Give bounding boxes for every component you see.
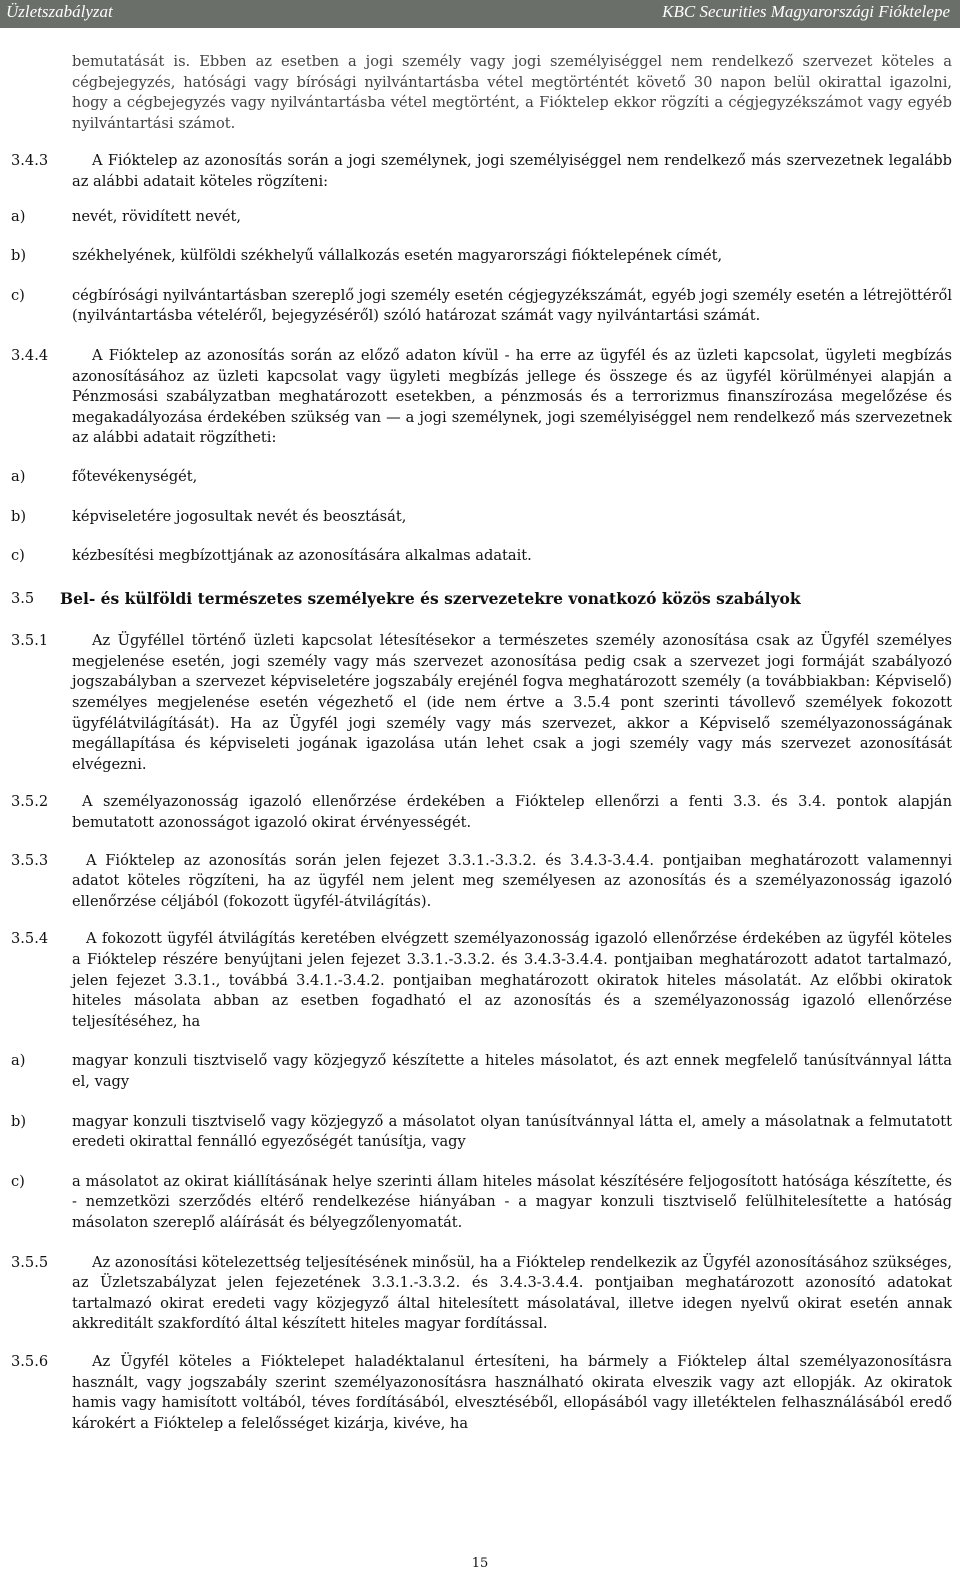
list-label: b): [11, 1112, 27, 1130]
list-text: magyar konzuli tisztviselő vagy közjegyző a másolatot olyan tanúsítvánnyal látta el, amely a másolatnak a felmutatott eredeti okirattal fennálló egyezőségét tanúsítja, vagy: [72, 1112, 952, 1151]
section-number: 3.5.5: [11, 1253, 49, 1271]
list-item: [11, 1051, 952, 1092]
header-title-right: KBC Securities Magyarországi Fióktelepe: [662, 2, 950, 21]
list-text: képviseletére jogosultak nevét és beosztását,: [72, 507, 407, 525]
section-number: 3.5: [11, 589, 35, 607]
page-header: [0, 0, 960, 28]
list-item: [11, 246, 952, 267]
list-label: b): [11, 247, 27, 265]
section-number: 3.4.3: [11, 152, 49, 170]
list-text: főtevékenységét,: [72, 467, 198, 485]
list-label: c): [11, 286, 25, 304]
document-body: [11, 52, 952, 1434]
section-text: A Fióktelep az azonosítás során jelen fejezet 3.3.1.-3.3.2. és 3.4.3-3.4.4. pontjaiban meghatározott valamennyi adatot köteles rögzíteni, ha az ügyfél nem jelent meg személyesen az azonosítás és a személyazonosság igazoló ellenőrzése céljából (fokozott ügyfél-átvilágítás).: [72, 851, 952, 910]
list-item: [11, 467, 952, 488]
section-number: 3.5.4: [11, 930, 49, 948]
section-number: 3.5.2: [11, 793, 49, 811]
list-label: b): [11, 507, 27, 525]
section-text: Az azonosítási kötelezettség teljesítésének minősül, ha a Fióktelep rendelkezik az Ügyfél azonosításához szükséges, az Üzletszabályzat jelen fejezetének 3.3.1.-3.3.2. és 3.4.3-3.4.4. pontjaiban meghatározott azonosító adatokat tartalmazó okirat eredeti vagy közjegyző által hitelesített másolatával, illetve idegen nyelvű okirat esetén annak akkreditált szakfordító által készített hiteles magyar fordítással.: [72, 1253, 952, 1333]
list-item: [11, 207, 952, 228]
section-text: Az Ügyféllel történő üzleti kapcsolat létesítésekor a természetes személy azonosítása csak az Ügyfél személyes megjelenése esetén, jogi személy vagy más szervezet azonosítása pedig csak a szervezet jogi formáját szabályozó jogszabályban a szervezet képviseletére jogszabály erejénél fogva meghatározott személy (a továbbiakban: Képviselő) személyes megjelenése esetén végezhető el (ide nem értve a 3.5.4 pont szerinti távollevő személyek fokozott ügyfélátvilágítását). Ha az Ügyfél jogi személy vagy más szervezet, akkor a Képviselő személyazonosságának megállapítása és képviseleti jogának igazolása után lehet csak a jogi személy vagy más szervezet azonosítását elvégezni.: [72, 632, 952, 773]
section-3-4-4: [11, 346, 952, 449]
list-text: székhelyének, külföldi székhelyű vállalkozás esetén magyarországi fióktelepének címét,: [72, 247, 723, 265]
section-3-4-3: [11, 151, 952, 192]
section-title: Bel- és külföldi természetes személyekre és szervezetekre vonatkozó közös szabályok: [60, 588, 801, 608]
list-text: magyar konzuli tisztviselő vagy közjegyző készítette a hiteles másolatot, és azt ennek megfelelő tanúsítvánnyal látta el, vagy: [72, 1052, 952, 1090]
list-item: [11, 1112, 952, 1153]
list-text: cégbírósági nyilvántartásban szereplő jogi személy esetén cégjegyzékszámát, egyéb jogi személy esetén a létrejöttéről (nyilvántartásba vételéről, bejegyzéséről) szóló határozat számát vagy nyilvántartási számát.: [72, 286, 952, 325]
section-number: 3.4.4: [11, 346, 49, 364]
page-number: 15: [471, 1556, 489, 1571]
list-text: a másolatot az okirat kiállításának helye szerinti állam hiteles másolat készítésére feljogosított hatósága készítette, és - nemzetközi szerződés eltérő rendelkezése hiányában - a magyar konzuli tisztviselő felülhitelesítette a hatóság másolaton szereplő aláírását és bélyegzőlenyomatát.: [72, 1172, 952, 1231]
section-text: A Fióktelep az azonosítás során a jogi személynek, jogi személyiséggel nem rendelkező más szervezetnek legalább az alábbi adatait köteles rögzíteni:: [72, 152, 952, 190]
section-3-5-6: [11, 1352, 952, 1434]
list-item: [11, 286, 952, 327]
list-text: nevét, rövidített nevét,: [72, 207, 242, 225]
list-label: a): [11, 467, 26, 485]
list-item: [11, 1172, 952, 1234]
section-number: 3.5.6: [11, 1352, 49, 1370]
list-label: c): [11, 547, 25, 565]
list-label: a): [11, 1052, 26, 1070]
section-text: A fokozott ügyfél átvilágítás keretében elvégzett személyazonosság igazoló ellenőrzése érdekében az ügyfél köteles a Fióktelep részére benyújtani jelen fejezet 3.3.1.-3.3.2. és 3.4.3-3.4.4. pontjaiban meghatározott adatot tartalmazó, jelen fejezet 3.3.1., továbbá 3.4.1.-3.4.2. pontjaiban meghatározott okiratok hiteles másolatát. Az előbbi okiratok hiteles másolata abban az esetben fogadható el az azonosítás és a személyazonosság igazoló ellenőrzése teljesítéséhez, ha: [72, 930, 952, 1030]
section-text: A személyazonosság igazoló ellenőrzése érdekében a Fióktelep ellenőrzi a fenti 3.3. és 3.4. pontok alapján bemutatott azonosságot igazoló okirat érvényességét.: [72, 793, 952, 832]
section-3-5-heading: [11, 588, 952, 610]
list-label: c): [11, 1172, 25, 1190]
section-number: 3.5.1: [11, 632, 49, 650]
section-number: 3.5.3: [11, 851, 49, 869]
list-text: kézbesítési megbízottjának az azonosítására alkalmas adatait.: [72, 547, 532, 565]
section-3-5-4: [11, 929, 952, 1032]
intro-paragraph: bemutatását is. Ebben az esetben a jogi személy vagy jogi személyiséggel nem rendelkező szervezet köteles a cégbejegyzés, hatósági vagy bírósági nyilvántartásba vétel megtörténtét követő 30 napon belül okirattal igazolni, hogy a cégbejegyzés vagy nyilvántartásba vétel megtörtént, a Fióktelep ekkor rögzíti a cégjegyzékszámot vagy egyéb nyilvántartási számot.: [72, 53, 952, 132]
section-text: Az Ügyfél köteles a Fióktelepet haladéktalanul értesíteni, ha bármely a Fióktelep által személyazonosításra használt, vagy jogszabály szerint személyazonosításra használható okirata elveszik vagy azt ellopják. Az okiratok hamis vagy hamisított voltából, téves fordításából, elvesztéséből, ellopásából vagy illetéktelen felhasználásából eredő károkért a Fióktelep a felelősséget kizárja, kivéve, ha: [72, 1352, 952, 1432]
list-item: [11, 507, 952, 528]
list-label: a): [11, 207, 26, 225]
section-3-5-1: [11, 631, 952, 775]
section-3-5-3: [11, 851, 952, 913]
section-text: A Fióktelep az azonosítás során az előző adaton kívül - ha erre az ügyfél és az üzleti kapcsolat, ügyleti megbízás azonosításához az üzleti kapcsolat vagy ügyleti megbízás jellege és összege és az ügyfél körülményei alapján a Pénzmosási szabályzatban meghatározott esetekben, a pénzmosás és a terrorizmus finanszírozása megelőzése és megakadályozása érdekében szükség van — a jogi személynek, jogi személyiséggel nem rendelkező más szervezetnek az alábbi adatait rögzítheti:: [72, 346, 952, 447]
list-item: [11, 546, 952, 567]
header-title-left: Üzletszabályzat: [6, 2, 113, 21]
section-3-5-2: [11, 792, 952, 833]
section-3-5-5: [11, 1253, 952, 1335]
